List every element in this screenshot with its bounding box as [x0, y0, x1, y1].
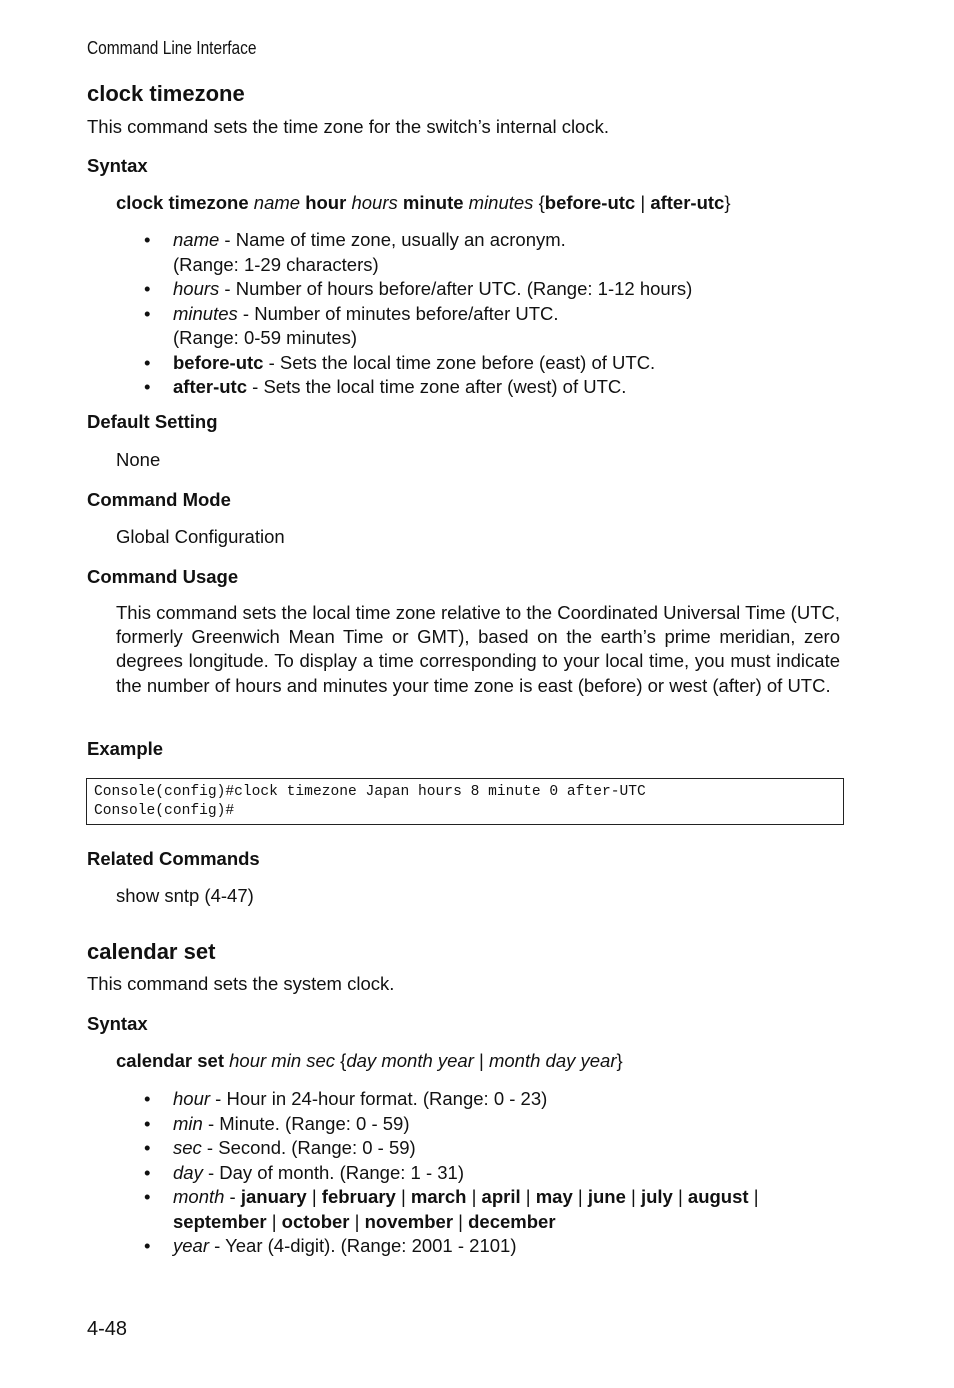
param-term: hours [173, 278, 220, 299]
month-august: august [687, 1186, 749, 1207]
list-item [116, 1234, 836, 1259]
month-separator: | [271, 1210, 277, 1232]
command-mode-heading: Command Mode [87, 489, 231, 510]
month-september: september [173, 1210, 267, 1232]
param-term: min [173, 1112, 203, 1134]
param-term: before-utc [173, 351, 264, 373]
param-term: hour [173, 1088, 211, 1109]
month-april: april [481, 1186, 521, 1207]
month-january: january [240, 1186, 307, 1207]
section-title-clock-timezone: clock timezone [87, 81, 245, 106]
command-usage-heading: Command Usage [87, 566, 239, 587]
syntax-heading: Syntax [87, 155, 148, 176]
month-december: december [468, 1210, 556, 1232]
month-november: november [364, 1210, 454, 1232]
month-october: october [281, 1210, 350, 1232]
list-item [116, 277, 836, 302]
list-item [116, 228, 836, 277]
syntax-heading: Syntax [87, 1013, 148, 1034]
param-term: sec [173, 1137, 202, 1158]
syntax-param-hours: hours [351, 192, 398, 213]
param-text: - Year (4-digit). (Range: 2001 - 2101) [209, 1235, 517, 1256]
code-line: Console(config)# [94, 803, 235, 819]
param-term: month [173, 1186, 225, 1207]
syntax-line [116, 192, 731, 214]
command-mode-value: Global Configuration [116, 526, 285, 547]
syntax-brace-close: } [616, 1050, 623, 1071]
default-setting-value: None [116, 449, 161, 470]
command-usage-text: This command sets the local time zone relative to the Coordinated Universal Time (UTC, formerly Greenwich Mean Time or GMT), based on the earth’s prime meridian, zero degrees longitude. To display a time corresponding to your local time, you must indicate the number of hours and minutes your time zone is east (before) or west (after) of UTC. [116, 602, 840, 696]
syntax-keyword-after-utc: after-utc [650, 192, 725, 213]
month-june: june [587, 1186, 626, 1207]
param-term: after-utc [173, 376, 248, 397]
syntax-alt-day-month-year: day month year [346, 1050, 474, 1071]
syntax-separator: | [640, 192, 646, 213]
param-range: (Range: 0-59 minutes) [173, 327, 358, 348]
parameter-list [116, 228, 836, 400]
param-text: - Minute. (Range: 0 - 59) [202, 1112, 410, 1134]
syntax-param-minutes: minutes [468, 192, 534, 213]
syntax-brace-close: } [724, 192, 731, 213]
month-march: march [410, 1186, 467, 1207]
list-item [116, 375, 836, 400]
list-item [116, 1112, 836, 1137]
param-text: - Name of time zone, usually an acronym. [219, 229, 566, 250]
code-line: Console(config)#clock timezone Japan hours 8 minute 0 after-UTC [94, 784, 646, 800]
list-item [116, 351, 836, 376]
syntax-brace-open: { [340, 1050, 347, 1071]
syntax-keyword-before-utc: before-utc [544, 192, 636, 213]
syntax-command: calendar set [116, 1050, 224, 1071]
list-item [116, 1161, 836, 1186]
syntax-alt-month-day-year: month day year [488, 1050, 617, 1071]
param-text: - Number of minutes before/after UTC. [237, 302, 559, 324]
param-text: - Number of hours before/after UTC. (Range: 1-12 hours) [219, 278, 693, 299]
month-separator: | [631, 1186, 636, 1207]
param-text: - Sets the local time zone after (west) of UTC. [247, 376, 627, 397]
running-header: Command Line Interface [87, 38, 257, 58]
list-item [116, 1136, 836, 1161]
syntax-keyword-minute: minute [402, 192, 464, 213]
syntax-command: clock timezone [116, 192, 249, 213]
section-description: This command sets the time zone for the switch’s internal clock. [87, 116, 609, 137]
month-separator: | [400, 1186, 406, 1207]
example-heading: Example [87, 738, 164, 759]
month-separator: | [525, 1186, 531, 1207]
month-separator: | [677, 1186, 683, 1207]
month-separator: | [753, 1186, 759, 1207]
section-description: This command sets the system clock. [87, 973, 395, 994]
list-item [116, 1185, 836, 1234]
list-item [116, 1087, 836, 1112]
month-separator: | [311, 1186, 317, 1207]
syntax-keyword-hour: hour [305, 192, 347, 213]
param-text: - Hour in 24-hour format. (Range: 0 - 23) [210, 1088, 548, 1109]
page-number: 4-48 [87, 1318, 128, 1340]
month-february: february [321, 1186, 396, 1207]
default-setting-heading: Default Setting [87, 411, 218, 432]
param-range: (Range: 1-29 characters) [173, 253, 379, 275]
section-title-calendar-set: calendar set [87, 939, 216, 964]
param-term: minutes [173, 302, 238, 324]
param-term: name [173, 229, 220, 250]
param-term: year [173, 1235, 209, 1256]
syntax-params: hour min sec [229, 1050, 336, 1071]
param-dash: - [224, 1186, 241, 1207]
related-command-link: show sntp (4-47) [116, 885, 254, 906]
month-separator: | [577, 1186, 583, 1207]
month-separator: | [354, 1210, 360, 1232]
month-may: may [535, 1186, 573, 1207]
syntax-separator: | [479, 1050, 484, 1071]
syntax-line [116, 1050, 623, 1072]
month-separator: | [458, 1210, 463, 1232]
example-code-block [86, 778, 844, 825]
param-term: day [173, 1161, 203, 1183]
list-item [116, 302, 836, 351]
param-text: - Second. (Range: 0 - 59) [201, 1137, 416, 1158]
syntax-brace-open: { [538, 192, 545, 213]
related-commands-heading: Related Commands [87, 848, 260, 869]
month-separator: | [471, 1186, 477, 1207]
syntax-param-name: name [253, 192, 301, 213]
parameter-list [116, 1087, 836, 1259]
param-text: - Sets the local time zone before (east) of UTC. [263, 351, 656, 373]
month-july: july [640, 1186, 673, 1207]
param-text: - Day of month. (Range: 1 - 31) [202, 1161, 464, 1183]
